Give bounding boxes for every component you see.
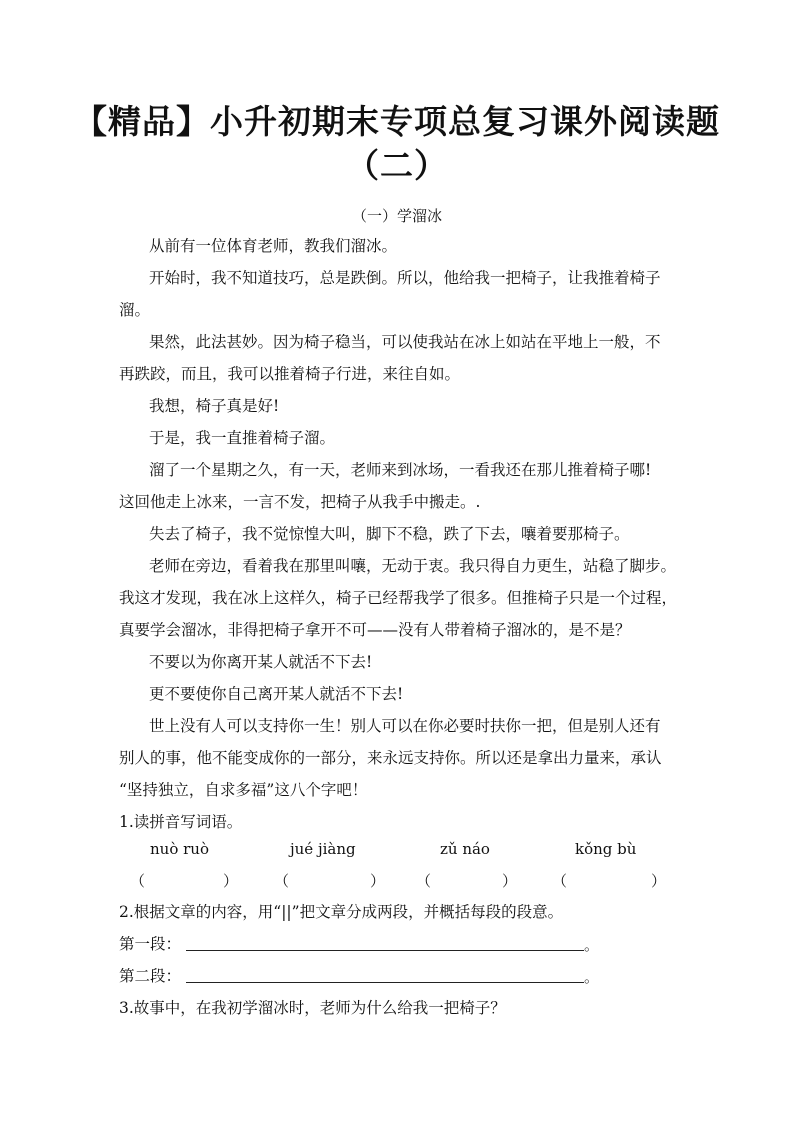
passage-line: 果然，此法甚妙。因为椅子稳当，可以使我站在冰上如站在平地上一般，不	[149, 333, 661, 351]
pinyin-4: kǒng bù	[575, 840, 637, 858]
passage-line: 开始时，我不知道技巧，总是跌倒。所以，他给我一把椅子，让我推着椅子	[149, 269, 661, 287]
question-1: 1.读拼音写词语。	[119, 813, 243, 831]
answer-paren-close: ）	[370, 872, 386, 890]
answer-paren-close: ）	[223, 872, 239, 890]
passage-line: 我这才发现，我在冰上这样久，椅子已经帮我学了很多。但推椅子只是一个过程，	[119, 589, 678, 607]
segment-1-label: 第一段：	[119, 935, 182, 953]
passage-line: 更不要使你自己离开某人就活不下去!	[149, 685, 404, 703]
passage-line: 真要学会溜冰，非得把椅子拿开不可——没有人带着椅子溜冰的，是不是？	[119, 621, 631, 639]
passage-line: 失去了椅子，我不觉惊惶大叫，脚下不稳，跌了下去，嚷着要那椅子。	[149, 525, 630, 543]
passage-line: 溜了一个星期之久，有一天，老师来到冰场，一看我还在那儿推着椅子哪!	[149, 461, 652, 479]
passage-line: 老师在旁边，看着我在那里叫嚷，无动于衷。我只得自力更生，站稳了脚步。	[149, 557, 677, 575]
answer-paren-open: （	[416, 872, 432, 890]
page-title-part: （二）	[346, 146, 448, 185]
passage-line: 这回他走上冰来，一言不发，把椅子从我手中搬走。.	[119, 493, 481, 511]
passage-line: 从前有一位体育老师，教我们溜冰。	[149, 237, 398, 255]
answer-paren-close: ）	[651, 872, 667, 890]
page-title: 【精品】小升初期末专项总复习课外阅读题	[74, 102, 720, 141]
passage-line: 溜。	[119, 301, 151, 319]
passage-line: “坚持独立，自求多福”这八个字吧！	[119, 781, 368, 799]
segment-1-answer-line[interactable]	[186, 950, 584, 951]
passage-line: 我想，椅子真是好!	[149, 397, 280, 415]
segment-2-period: 。	[584, 968, 600, 986]
question-3: 3.故事中，在我初学溜冰时，老师为什么给我一把椅子？	[119, 999, 506, 1017]
passage-line: 不要以为你离开某人就活不下去!	[149, 653, 373, 671]
pinyin-1: nuò ruò	[150, 840, 209, 858]
segment-1-period: 。	[584, 936, 600, 954]
passage-line: 别人的事，他不能变成你的一部分，来永远支持你。所以还是拿出力量来，承认	[119, 749, 662, 767]
answer-paren-open: （	[552, 872, 568, 890]
segment-2-label: 第二段：	[119, 967, 182, 985]
passage-line: 于是，我一直推着椅子溜。	[149, 429, 336, 447]
passage-line: 再跌跤，而且，我可以推着椅子行进，来往自如。	[119, 365, 461, 383]
answer-paren-open: （	[130, 872, 146, 890]
section-title: （一）学溜冰	[351, 207, 442, 225]
answer-paren-open: （	[274, 872, 290, 890]
pinyin-3: zǔ náo	[440, 840, 490, 858]
question-2: 2.根据文章的内容，用“||”把文章分成两段，并概括每段的段意。	[119, 903, 564, 921]
answer-paren-close: ）	[502, 872, 518, 890]
pinyin-2: jué jiàng	[290, 840, 356, 858]
segment-2-answer-line[interactable]	[186, 982, 584, 983]
passage-line: 世上没有人可以支持你一生！别人可以在你必要时扶你一把，但是别人还有	[149, 717, 661, 735]
